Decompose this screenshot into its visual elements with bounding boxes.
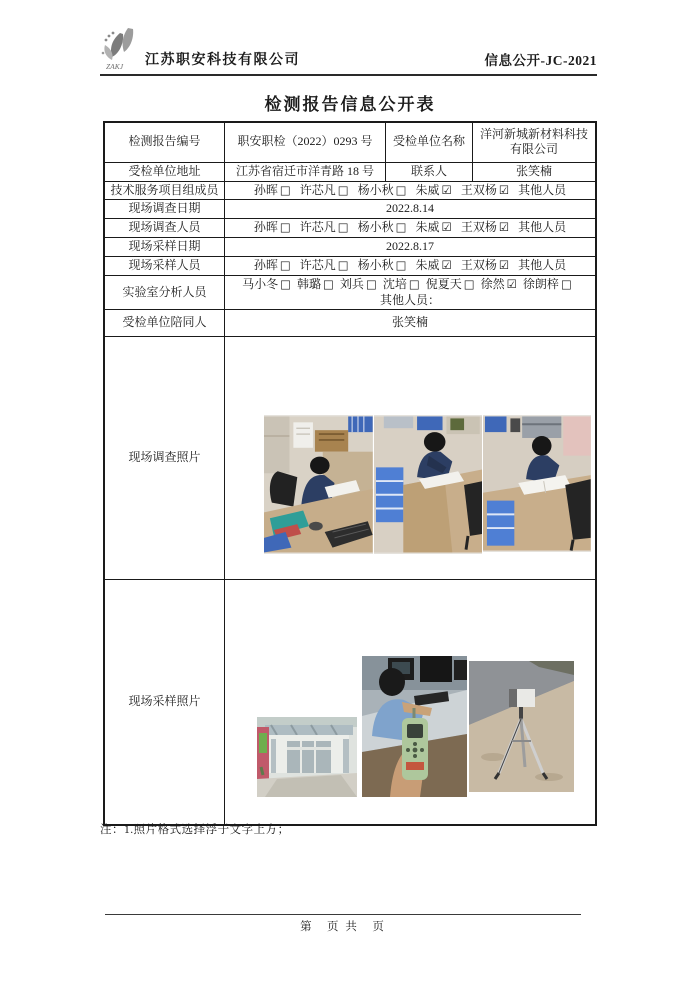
checkbox-unchecked-icon[interactable]: □ [337,220,349,235]
table-row [104,162,596,181]
checkbox-unchecked-icon[interactable]: □ [279,182,291,197]
survey-staff-members [224,219,596,238]
table-row [104,310,596,337]
member-name: 许芯凡 [299,182,336,197]
sampling-photos-label: 现场采样照片 [104,580,224,825]
member-item [254,183,291,197]
contact-label: 联系人 [385,162,472,181]
table-row [104,276,596,310]
checkbox-unchecked-icon[interactable]: □ [280,277,292,292]
unit-name-value: 洋河新城新材料科技有限公司 [472,122,596,162]
checkbox-unchecked-icon[interactable]: □ [323,277,334,292]
member-name: 杨小秋 [357,220,394,235]
table-row [104,219,596,238]
table-row [104,337,596,580]
member-item [254,220,291,234]
company-logo-icon [97,26,143,77]
member-item [300,220,349,234]
checkbox-unchecked-icon[interactable]: □ [365,277,377,292]
member-item [300,183,349,197]
footnote: 注：1.照片格式选择浮于文字上方； [100,824,290,836]
member-name: 沈培 [382,277,407,292]
checkbox-unchecked-icon[interactable]: □ [395,258,407,273]
member-name: 杨小秋 [357,258,394,273]
member-name: 刘兵 [339,277,364,292]
table-row [104,238,596,257]
survey-photos-cell [224,337,596,580]
sampling-photo-tripod [469,661,574,792]
member-item [358,220,407,234]
unit-addr-value: 江苏省宿迁市洋青路 18 号 [224,162,385,181]
checkbox-unchecked-icon[interactable]: □ [560,277,572,292]
member-name: 许芯凡 [299,220,336,235]
companion-value: 张笑楠 [224,310,596,337]
survey-staff-label: 现场调查人员 [104,219,224,238]
checkbox-unchecked-icon[interactable]: □ [279,258,291,273]
member-item [242,277,291,291]
member-name: 孙晖 [253,258,278,273]
survey-photo-1 [264,415,373,554]
unit-addr-label: 受检单位地址 [104,162,224,181]
survey-photo-3 [483,415,591,552]
lab-staff-members [224,276,596,310]
member-name: 王双杨 [460,258,497,273]
doc-code: 信息公开-JC-2021 [484,53,597,68]
member-name: 孙晖 [253,182,278,197]
member-name: 韩璐 [297,277,322,292]
member-item [415,220,451,234]
member-name: 徐然 [480,277,505,292]
checkbox-unchecked-icon[interactable]: □ [463,277,475,292]
sampling-photo-strip [257,656,591,797]
checkbox-unchecked-icon[interactable]: □ [337,258,349,273]
other-members-label: 其他人员 [518,258,567,273]
lab-staff-label: 实验室分析人员 [104,276,224,310]
sampling-photos-cell [224,580,596,825]
tech-team-members [224,181,596,200]
companion-label: 受检单位陪同人 [104,310,224,337]
member-name: 王双杨 [460,182,497,197]
survey-photo-2 [374,415,483,554]
checkbox-checked-icon[interactable]: ☑ [441,220,452,235]
company-name: 江苏职安科技有限公司 [145,53,300,68]
sampling-photo-entrance [257,717,357,797]
lab-staff-checkboxes [229,277,591,293]
report-no-value: 职安职检（2022）0293 号 [224,122,385,162]
member-item [383,277,420,291]
member-item [426,277,475,291]
checkbox-checked-icon[interactable]: ☑ [498,220,510,235]
survey-date-value: 2022.8.14 [224,200,596,219]
checkbox-checked-icon[interactable]: ☑ [498,182,510,197]
svg-text:ZAKJ: ZAKJ [106,62,124,71]
header-divider [100,74,597,76]
table-row [104,257,596,276]
sampling-date-value: 2022.8.17 [224,238,596,257]
table-row [104,122,596,162]
checkbox-checked-icon[interactable]: ☑ [441,258,452,273]
member-item [461,258,509,272]
member-item [297,277,334,291]
member-name: 徐朗梓 [522,277,559,292]
disclosure-form-table [103,121,597,826]
checkbox-unchecked-icon[interactable]: □ [395,182,407,197]
member-item [415,258,451,272]
member-name: 朱威 [415,220,440,235]
member-item [481,277,517,291]
other-members-label: 其他人员 [518,220,567,235]
member-item [358,258,407,272]
member-name: 朱威 [415,258,440,273]
checkbox-unchecked-icon[interactable]: □ [279,220,291,235]
member-name: 许芯凡 [299,258,336,273]
unit-name-label: 受检单位名称 [385,122,472,162]
table-row [104,580,596,825]
checkbox-unchecked-icon[interactable]: □ [395,220,407,235]
member-item [340,277,377,291]
sampling-staff-label: 现场采样人员 [104,257,224,276]
contact-value: 张笑楠 [472,162,596,181]
lab-other-label: 其他人员： [379,292,440,307]
member-item [461,183,509,197]
member-name: 杨小秋 [357,182,394,197]
report-no-label: 检测报告编号 [104,122,224,162]
page-title: 检测报告信息公开表 [264,95,436,114]
sampling-date-label: 现场采样日期 [104,238,224,257]
table-row [104,200,596,219]
survey-date-label: 现场调查日期 [104,200,224,219]
page-number: 第 页 共 页 [300,921,386,933]
survey-photo-strip [264,415,591,554]
checkbox-unchecked-icon[interactable]: □ [408,277,420,292]
member-item [415,183,451,197]
member-item [358,183,407,197]
tech-team-label: 技术服务项目组成员 [104,181,224,200]
survey-photos-label: 现场调查照片 [104,337,224,580]
member-item [523,277,572,291]
member-name: 马小冬 [242,277,279,292]
member-item [461,220,509,234]
member-name: 朱威 [415,182,440,197]
checkbox-checked-icon[interactable]: ☑ [441,182,452,197]
member-name: 王双杨 [460,220,497,235]
member-item [300,258,349,272]
member-name: 孙晖 [253,220,278,235]
sampling-staff-members [224,257,596,276]
footer-divider [105,914,581,915]
table-row [104,181,596,200]
member-item [254,258,291,272]
checkbox-checked-icon[interactable]: ☑ [506,277,517,292]
other-members-label: 其他人员 [518,182,567,197]
checkbox-checked-icon[interactable]: ☑ [498,258,510,273]
sampling-photo-meter [362,656,467,797]
page-header [97,24,597,74]
checkbox-unchecked-icon[interactable]: □ [337,182,349,197]
member-name: 倪夏天 [425,277,462,292]
